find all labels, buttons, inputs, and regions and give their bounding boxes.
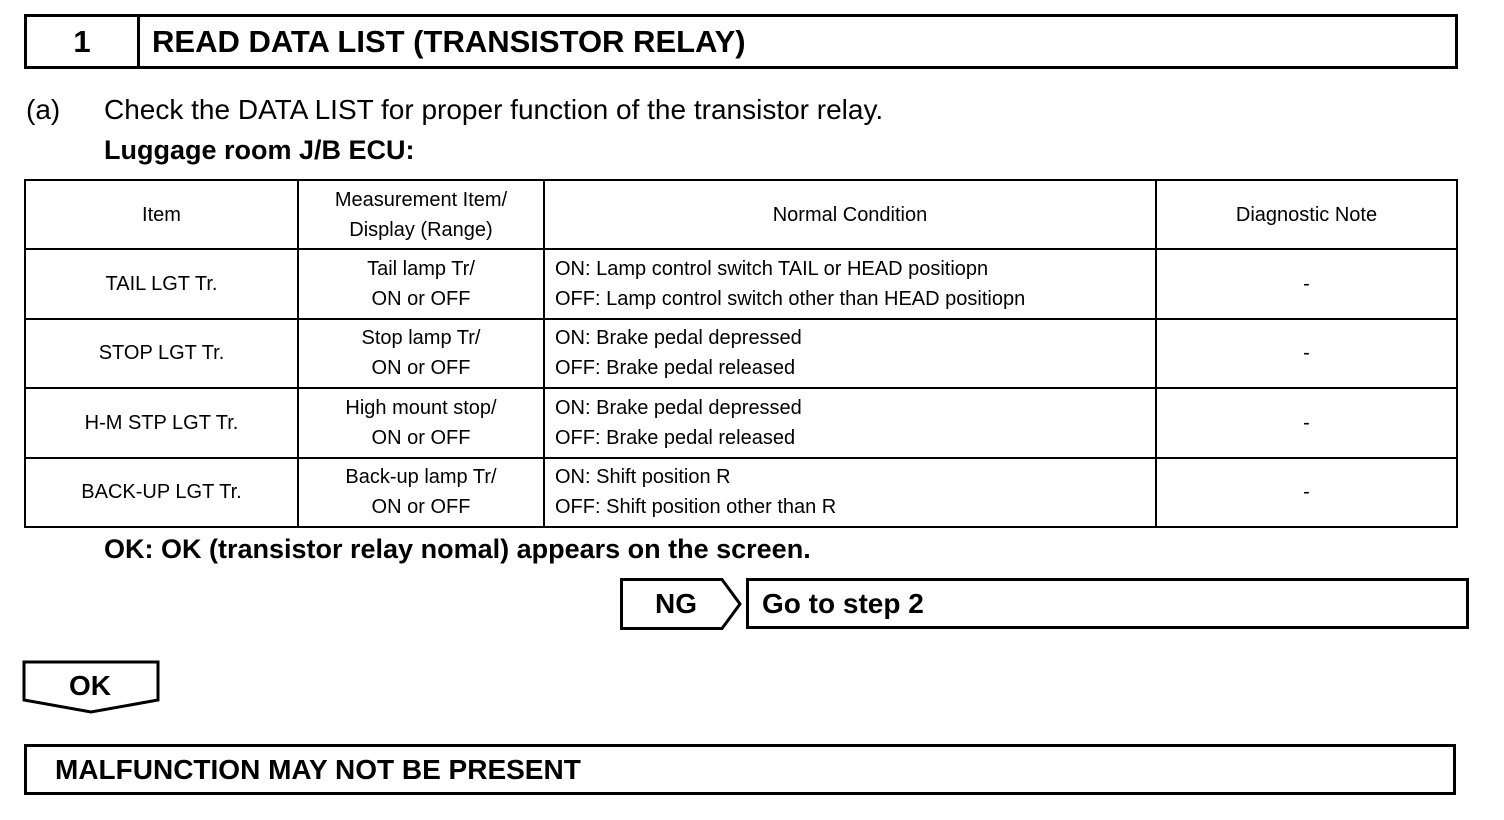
substep-label: (a) [26,94,61,125]
row-measurement-line2: ON or OFF [371,357,471,380]
row-condition-on: ON: Brake pedal depressed [555,396,802,419]
row-measurement [298,388,544,458]
row-condition-off: OFF: Lamp control switch other than HEAD positiopn [555,287,1026,310]
row-note: - [1156,388,1457,458]
row-measurement-line2: ON or OFF [371,287,471,310]
table-row [25,249,1457,319]
ecu-label: Luggage room J/B ECU: [104,135,415,165]
header-measurement-line1: Measurement Item/ [334,188,508,211]
row-note: - [1156,458,1457,528]
step-header [24,14,1458,69]
data-list-table [24,179,1458,528]
row-condition-on: ON: Shift position R [555,466,731,489]
header-item: Item [25,180,298,249]
ng-action-box: Go to step 2 [746,578,1469,629]
header-measurement [298,180,544,249]
result-box: MALFUNCTION MAY NOT BE PRESENT [24,744,1456,795]
row-measurement-line2: ON or OFF [371,496,471,519]
row-measurement [298,249,544,319]
table-row [25,319,1457,389]
row-condition-off: OFF: Brake pedal released [555,426,796,449]
ok-condition-text: OK: OK (transistor relay nomal) appears on the screen. [104,534,811,564]
row-measurement-line1: Back-up lamp Tr/ [345,466,497,489]
step-title: READ DATA LIST (TRANSISTOR RELAY) [152,23,746,59]
ng-label: NG [655,588,697,619]
row-condition [544,249,1156,319]
row-note: - [1156,319,1457,389]
row-measurement-line1: Tail lamp Tr/ [367,257,475,280]
row-measurement-line1: High mount stop/ [345,396,497,419]
substep-text: Check the DATA LIST for proper function of the transistor relay. [104,94,884,125]
row-item: TAIL LGT Tr. [25,249,298,319]
ok-label: OK [69,670,111,701]
header-note: Diagnostic Note [1156,180,1457,249]
row-condition-off: OFF: Brake pedal released [555,357,796,380]
row-condition [544,388,1156,458]
row-item: BACK-UP LGT Tr. [25,458,298,528]
header-condition: Normal Condition [544,180,1156,249]
row-condition [544,458,1156,528]
row-condition-off: OFF: Shift position other than R [555,496,837,519]
table-row [25,458,1457,528]
row-note: - [1156,249,1457,319]
row-item: H-M STP LGT Tr. [25,388,298,458]
row-measurement [298,319,544,389]
row-condition-on: ON: Brake pedal depressed [555,327,802,350]
step-number: 1 [27,17,140,66]
header-measurement-line2: Display (Range) [349,218,493,241]
table-header-row [25,180,1457,249]
row-measurement-line2: ON or OFF [371,426,471,449]
row-measurement-line1: Stop lamp Tr/ [361,327,481,350]
row-condition-on: ON: Lamp control switch TAIL or HEAD positiopn [555,257,989,280]
row-measurement [298,458,544,528]
row-condition [544,319,1156,389]
table-row [25,388,1457,458]
row-item: STOP LGT Tr. [25,319,298,389]
